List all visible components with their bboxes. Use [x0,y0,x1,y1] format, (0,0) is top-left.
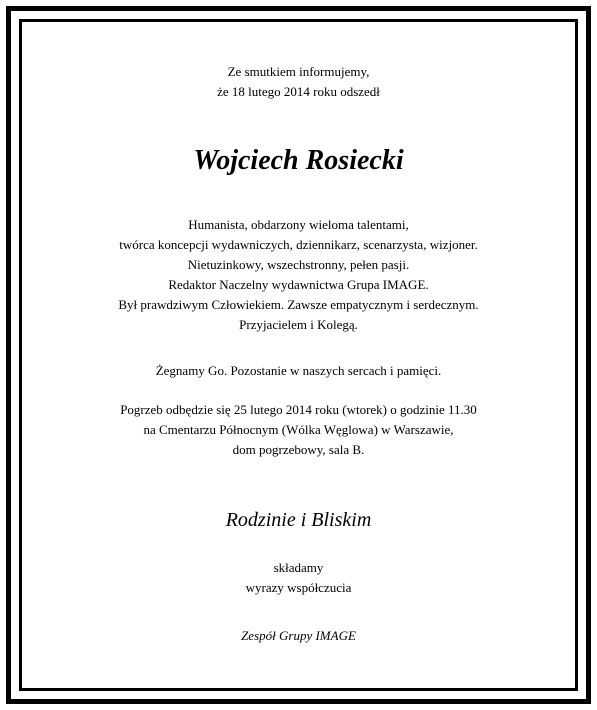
bio-line: Redaktor Naczelny wydawnictwa Grupa IMAGE. [168,277,429,292]
funeral-line: dom pogrzebowy, sala B. [232,442,365,457]
bio-line: twórca koncepcji wydawniczych, dziennikarz, scenarzysta, wizjoner. [119,237,478,252]
deceased-name: Wojciech Rosiecki [193,145,404,176]
intro-text [22,62,575,102]
bio-line: Humanista, obdarzony wieloma talentami, [188,217,409,232]
intro-line: że 18 lutego 2014 roku odszedł [217,84,380,99]
condolences-text [22,558,575,598]
intro-line: Ze smutkiem informujemy, [227,64,370,79]
funeral-line: Pogrzeb odbędzie się 25 lutego 2014 roku (wtorek) o godzinie 11.30 [120,402,477,417]
farewell-text: Żegnamy Go. Pozostanie w naszych sercach i pamięci. [155,363,442,378]
bio-line: Był prawdziwym Człowiekiem. Zawsze empatycznym i serdecznym. [118,297,479,312]
funeral-line: na Cmentarzu Północnym (Wólka Węglowa) w Warszawie, [143,422,454,437]
bio-line: Nietuzinkowy, wszechstronny, pełen pasji. [187,257,410,272]
biography [22,215,575,335]
inner-black-border [19,19,578,691]
signature: Zespół Grupy IMAGE [241,628,356,643]
funeral-details [22,400,575,460]
family-heading: Rodzinie i Bliskim [225,509,372,531]
condolences-line: wyrazy współczucia [245,580,352,595]
bio-line: Przyjacielem i Kolegą. [239,317,358,332]
obituary-notice [22,22,575,688]
outer-black-border [6,6,591,704]
condolences-line: składamy [273,560,324,575]
